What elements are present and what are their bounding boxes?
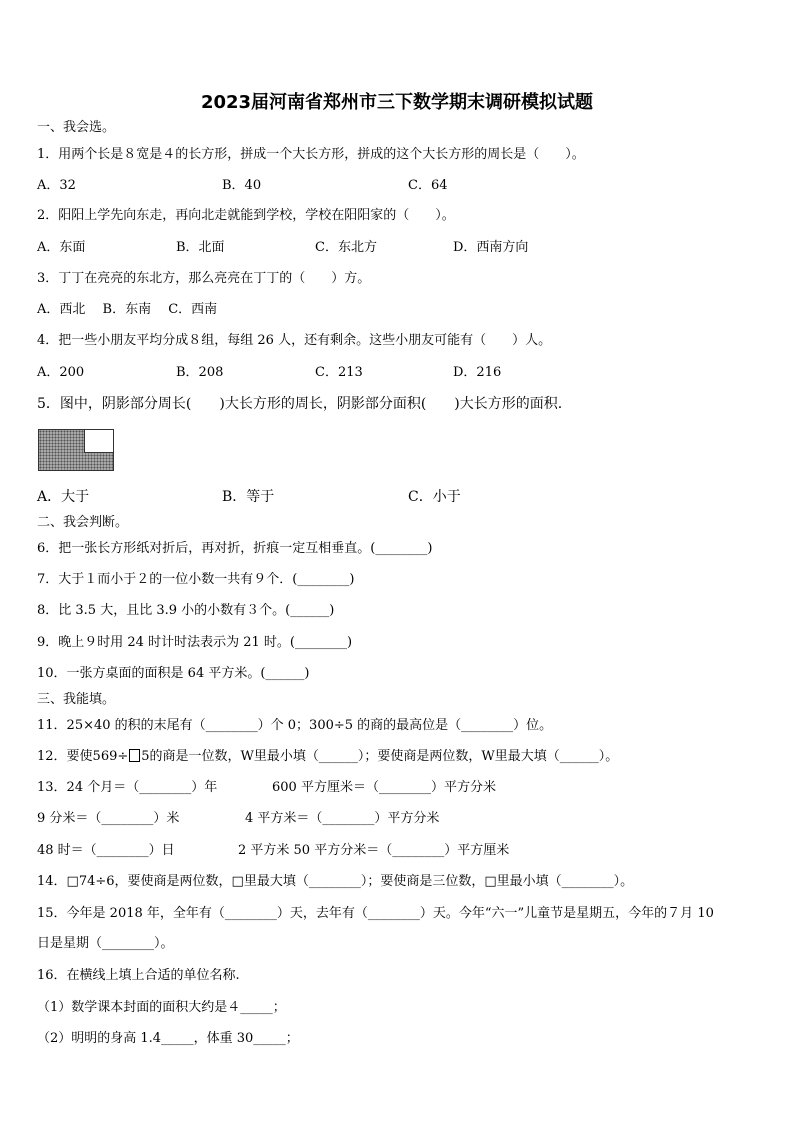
unshaded-corner-square: [84, 429, 114, 453]
q13-row2-left: 9 分米＝（________）米: [37, 811, 180, 826]
q5-option-c: C．小于: [408, 489, 461, 505]
shaded-rectangle-figure: [38, 429, 114, 471]
question-9: 9．晚上９时用 24 时计时法表示为 21 时。(________): [37, 635, 353, 650]
question-10: 10．一张方桌面的面积是 64 平方米。(______): [37, 666, 310, 681]
question-12: [37, 749, 618, 765]
q12-text-before: 12．要使569÷: [37, 749, 129, 764]
q4-option-b: B．208: [176, 365, 224, 380]
question-15-line1: 15．今年是 2018 年，全年有（________）天，去年有（________）天。今年“六一”儿童节是星期五，今年的７月 10: [37, 906, 714, 921]
question-15-line2: 日是星期（________）。: [37, 936, 174, 951]
q5-option-a: A．大于: [37, 489, 90, 505]
q2-option-d: D．西南方向: [453, 240, 529, 255]
page-title: 2023届河南省郑州市三下数学期末调研模拟试题: [200, 92, 594, 113]
question-11: 11．25×40 的积的末尾有（________）个 0；300÷5 的商的最高位是（________）位。: [37, 718, 553, 733]
question-16: 16．在横线上填上合适的单位名称.: [37, 968, 240, 983]
question-5: 5．图中，阴影部分周长( )大长方形的周长，阴影部分面积( )大长方形的面积.: [37, 396, 563, 412]
question-6: 6．把一张长方形纸对折后，再对折，折痕一定互相垂直。(________): [37, 541, 433, 556]
question-7: 7．大于１而小于２的一位小数一共有９个．(________): [37, 572, 355, 587]
q3-options: A．西北 B．东南 C．西南: [37, 302, 218, 317]
q4-option-d: D．216: [453, 365, 502, 380]
question-2: 2．阳阳上学先向东走，再向北走就能到学校，学校在阳阳家的（ ）。: [37, 208, 455, 223]
question-14: 14．□74÷6，要使商是两位数，□里最大填（________）；要使商是三位数，□里最小填（________）。: [37, 874, 634, 889]
q1-option-a: A．32: [37, 178, 76, 193]
q1-option-b: B．40: [222, 178, 262, 193]
question-4: 4．把一些小朋友平均分成８组，每组 26 人，还有剩余。这些小朋友可能有（ ）人。: [37, 333, 552, 348]
q2-option-b: B．北面: [176, 240, 225, 255]
section-heading-fill: 三、我能填。: [37, 692, 116, 707]
q13-row3-right: 2 平方米 50 平方分米＝（________）平方厘米: [238, 843, 510, 858]
q16-sub-2: （2）明明的身高 1.4_____，体重 30_____；: [37, 1031, 299, 1046]
section-heading-choice: 一、我会选。: [37, 120, 116, 135]
q4-option-c: C．213: [315, 365, 363, 380]
q1-option-c: C．64: [408, 178, 448, 193]
q16-sub-1: （1）数学课本封面的面积大约是４_____；: [37, 1000, 286, 1015]
q2-option-c: C．东北方: [315, 240, 377, 255]
q12-text-after: 5的商是一位数，W里最小填（______）；要使商是两位数，W里最大填（______）。: [141, 749, 619, 764]
q4-option-a: A．200: [37, 365, 85, 380]
q2-option-a: A．东面: [37, 240, 86, 255]
q12-blank-box: [129, 749, 140, 762]
q13-row2-right: 4 平方米＝（________）平方分米: [245, 811, 440, 826]
q13-row1-right: 600 平方厘米＝（________）平方分米: [272, 780, 496, 795]
section-heading-judge: 二、我会判断。: [37, 515, 129, 530]
q13-row1-left: 13．24 个月＝（________）年: [37, 780, 218, 795]
q13-row3-left: 48 时＝（________）日: [37, 843, 175, 858]
q5-option-b: B．等于: [222, 489, 275, 505]
question-3: 3．丁丁在亮亮的东北方，那么亮亮在丁丁的（ ）方。: [37, 271, 371, 286]
question-1: 1．用两个长是８宽是４的长方形，拼成一个大长方形，拼成的这个大长方形的周长是（ ）。: [37, 147, 585, 162]
question-8: 8．比 3.5 大，且比 3.9 小的小数有３个。(______): [37, 603, 335, 618]
